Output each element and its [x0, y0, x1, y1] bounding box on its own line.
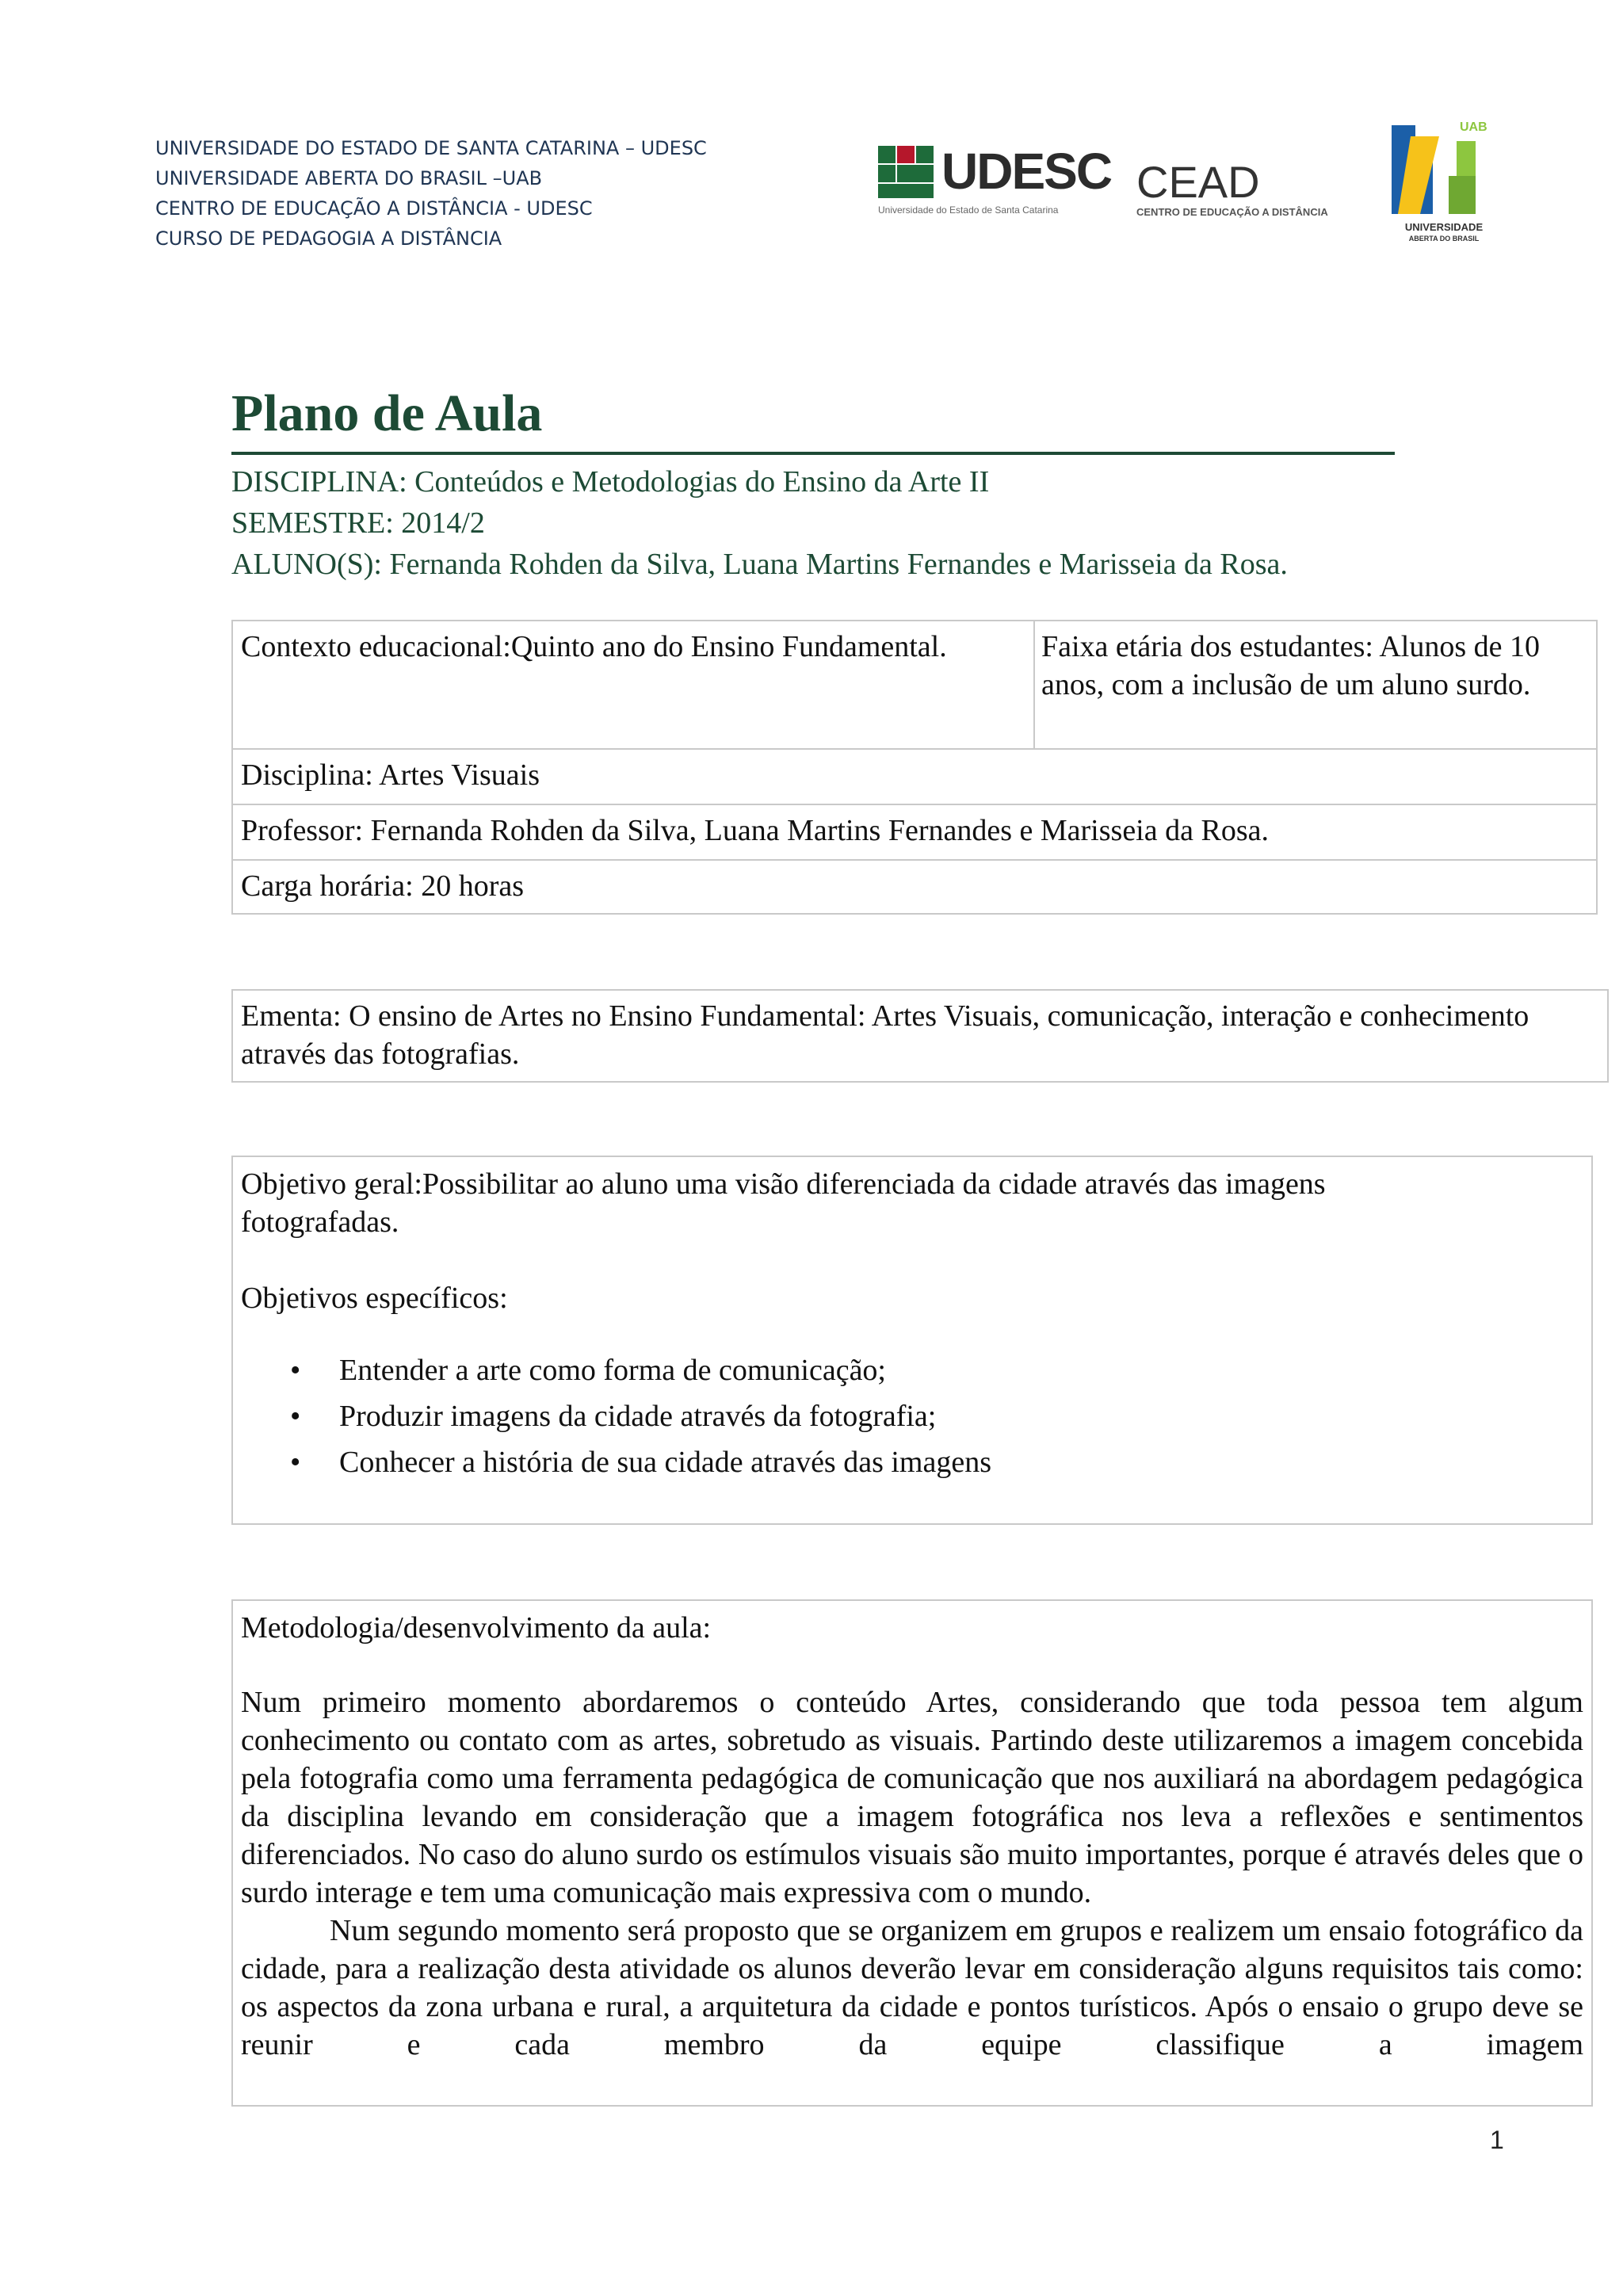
objetivos-box [231, 1156, 1593, 1525]
uab-logo [1384, 120, 1503, 247]
uab-line-2: ABERTA DO BRASIL [1408, 235, 1480, 243]
page-title: Plano de Aula [231, 384, 543, 442]
metodologia-label: Metodologia/desenvolvimento da aula: [241, 1611, 712, 1645]
udesc-wordmark: UDESC [941, 143, 1112, 200]
contexto-educacional: Contexto educacional:Quinto ano do Ensino Fundamental. [241, 630, 947, 663]
ementa-box [231, 989, 1609, 1083]
institution-header [155, 133, 707, 254]
uab-emblem-icon [1384, 120, 1503, 222]
cead-subtitle: CENTRO DE EDUCAÇÃO A DISTÂNCIA [1136, 206, 1328, 218]
uab-name [1390, 222, 1498, 244]
udesc-logo [878, 143, 1112, 225]
udesc-mark-icon [878, 146, 934, 198]
meta-semestre: SEMESTRE: 2014/2 [231, 506, 485, 540]
institution-line-2: UNIVERSIDADE ABERTA DO BRASIL –UAB [155, 167, 543, 189]
objetivo-geral: Objetivo geral:Possibilitar ao aluno uma visão diferenciada da cidade através das imagens fotografadas. [241, 1167, 1326, 1239]
course-meta [231, 461, 1288, 585]
list-item: • Produzir imagens da cidade através da fotografia; [241, 1393, 1583, 1439]
uab-tag: UAB [1460, 120, 1487, 134]
metodologia-paragraph-2: Num segundo momento será proposto que se organizem em grupos e realizem um ensaio fotográfico da cidade, para a realização desta atividade os alunos deverão levar em consideração alguns requisitos tais como: os aspectos da zona urbana e rural, a arquitetura da cidade e pontos turísticos. Após o ensaio o grupo deve se reunir e cada membro da equipe classifique a imagem [241, 1914, 1583, 2061]
title-divider [231, 452, 1395, 455]
ementa-text: Ementa: O ensino de Artes no Ensino Fundamental: Artes Visuais, comunicação, interação e conhecimento através das fotografias. [241, 999, 1529, 1071]
cead-logo [1136, 159, 1374, 230]
meta-disciplina: DISCIPLINA: Conteúdos e Metodologias do Ensino da Arte II [231, 465, 990, 499]
info-table [231, 620, 1598, 915]
cead-wordmark: CEAD [1136, 157, 1260, 207]
page-number: 1 [1490, 2126, 1504, 2154]
professor-row: Professor: Fernanda Rohden da Silva, Luana Martins Fernandes e Marisseia da Rosa. [241, 814, 1269, 847]
institution-line-4: CURSO DE PEDAGOGIA A DISTÂNCIA [155, 227, 502, 250]
list-item: • Entender a arte como forma de comunicação; [241, 1347, 1583, 1393]
metodologia-paragraph-1: Num primeiro momento abordaremos o conteúdo Artes, considerando que toda pessoa tem algum conhecimento ou contato com as artes, sobretudo as visuais. Partindo deste utilizaremos a imagem concebida pela fotografia como uma ferramenta pedagógica de comunicação que nos auxiliará na abordagem pedagógica da disciplina levando em consideração que a imagem fotográfica nos leva a reflexões e sentimentos diferenciados. No caso do aluno surdo os estímulos visuais são muito importantes, porque é através deles que o surdo interage e tem uma comunicação mais expressiva com o mundo. [241, 1686, 1583, 1909]
meta-alunos: ALUNO(S): Fernanda Rohden da Silva, Luana Martins Fernandes e Marisseia da Rosa. [231, 548, 1288, 581]
objetivos-especificos-list [241, 1347, 1583, 1485]
udesc-subtitle: Universidade do Estado de Santa Catarina [878, 204, 1059, 216]
carga-horaria-row: Carga horária: 20 horas [241, 869, 525, 903]
list-item: • Conhecer a história de sua cidade através das imagens [241, 1439, 1583, 1485]
faixa-etaria: Faixa etária dos estudantes: Alunos de 10 anos, com a inclusão de um aluno surdo. [1041, 630, 1540, 701]
metodologia-box [231, 1599, 1593, 2107]
objetivos-especificos-label: Objetivos específicos: [241, 1282, 508, 1315]
institution-line-1: UNIVERSIDADE DO ESTADO DE SANTA CATARINA – UDESC [155, 137, 707, 159]
institution-line-3: CENTRO DE EDUCAÇÃO A DISTÂNCIA - UDESC [155, 197, 593, 220]
disciplina-row: Disciplina: Artes Visuais [241, 758, 540, 792]
uab-line-1: UNIVERSIDADE [1404, 221, 1484, 233]
